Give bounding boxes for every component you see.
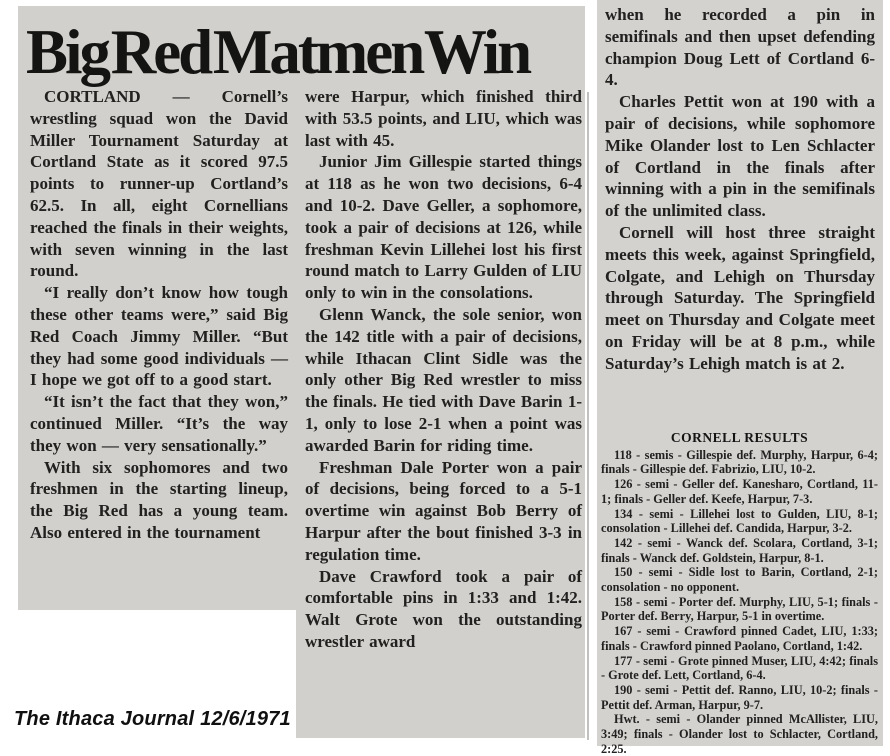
paragraph: With six sophomores and two freshmen in the starting lineup, the Big Red has a young team. Also entered in the tournament [30, 457, 288, 542]
result-row: 126 - semi - Geller def. Kanesharo, Cortland, 11-1; finals - Geller def. Keefe, Harpur, 7-3. [601, 477, 878, 506]
paragraph: “I really don’t know how tough these other teams were,” said Big Red Coach Jimmy Miller. “But they had some good individuals — I hope we got off to a good start. [30, 283, 288, 390]
result-row: 158 - semi - Porter def. Murphy, LIU, 5-1; finals - Porter def. Berry, Harpur, 5-1 in overtime. [601, 594, 878, 624]
paragraph: Dave Crawford took a pair of comfortable pins in 1:33 and 1:42. Walt Grote won the outstanding wrestler award [305, 566, 582, 651]
result-row: Hwt. - semi - Olander pinned McAllister, LIU, 3:49; finals - Olander lost to Schlacter, Cortland, 2:25. [601, 712, 878, 756]
paragraph: Glenn Wanck, the sole senior, won the 142 title with a pair of decisions, while Ithacan Clint Sidle was the only other Big Red wrestler to miss the finals. He tied with Dave Barin 1-1, only to lose 2-1 when a point was awarded Barin for riding time. [305, 304, 582, 455]
paragraph: “It isn’t the fact that they won,” continued Miller. “It’s the way they won — very sensationally.” [30, 392, 288, 455]
result-row: 118 - semis - Gillespie def. Murphy, Harpur, 6-4; finals - Gillespie def. Fabrizio, LIU, 10-2. [601, 447, 878, 477]
paragraph: when he recorded a pin in semifinals and then upset defending champion Doug Lett of Cortland 6-4. [605, 5, 875, 90]
paragraph: Junior Jim Gillespie started things at 118 as he won two decisions, 6-4 and 10-2. Dave Geller, a sophomore, took a pair of decisions at 126, while freshman Kevin Lillehei lost his first round match to Larry Gulden of LIU only to win in the consolations. [305, 152, 582, 303]
paragraph: Charles Pettit won at 190 with a pair of decisions, while sophomore Mike Olander lost to Len Schlacter of Cortland in the finals after winning with a pin in the semifinals of the unlimited class. [605, 92, 875, 221]
results-box [601, 431, 878, 756]
article-column-3 [605, 4, 875, 375]
result-row: 142 - semi - Wanck def. Scolara, Cortland, 3-1; finals - Wanck def. Goldstein, Harpur, 8-1. [601, 535, 878, 565]
result-row: 167 - semi - Crawford pinned Cadet, LIU, 1:33; finals - Crawford pinned Paolano, Cortland, 1:42. [601, 624, 878, 653]
result-row: 190 - semi - Pettit def. Ranno, LIU, 10-2; finals - Pettit def. Arman, Harpur, 9-7. [601, 682, 878, 712]
paragraph: Freshman Dale Porter won a pair of decisions, being forced to a 5-1 overtime win against Bob Berry of Harpur after the bout finished 3-3 in regulation time. [305, 457, 582, 564]
source-caption: The Ithaca Journal 12/6/1971 [14, 708, 291, 730]
paragraph: CORTLAND — Cornell’s wrestling squad won the David Miller Tournament Saturday at Cortland State as it scored 97.5 points to runner-up Cortland’s 62.5. In all, eight Cornellians reached the finals in their weights, with seven winning in the last round. [30, 87, 288, 281]
paragraph: Cornell will host three straight meets this week, against Springfield, Colgate, and Lehigh on Thursday through Saturday. The Springfield meet on Thursday and Colgate meet on Friday will be at 8 p.m., while Saturday’s Lehigh match is at 2. [605, 222, 875, 373]
result-row: 150 - semi - Sidle lost to Barin, Cortland, 2-1; consolation - no opponent. [601, 565, 878, 595]
results-title: CORNELL RESULTS [670, 430, 809, 445]
article-column-1 [30, 86, 288, 544]
result-row: 134 - semi - Lillehei lost to Gulden, LIU, 8-1; consolation - Lillehei def. Candida, Harpur, 3-2. [601, 506, 878, 536]
article-headline: Big Red Matmen Win [26, 17, 530, 87]
clipping-edge-line [587, 92, 589, 740]
paragraph: were Harpur, which finished third with 53.5 points, and LIU, which was last with 45. [305, 87, 582, 150]
result-row: 177 - semi - Grote pinned Muser, LIU, 4:42; finals - Grote def. Lett, Cortland, 6-4. [601, 653, 878, 683]
article-column-2 [305, 86, 582, 653]
